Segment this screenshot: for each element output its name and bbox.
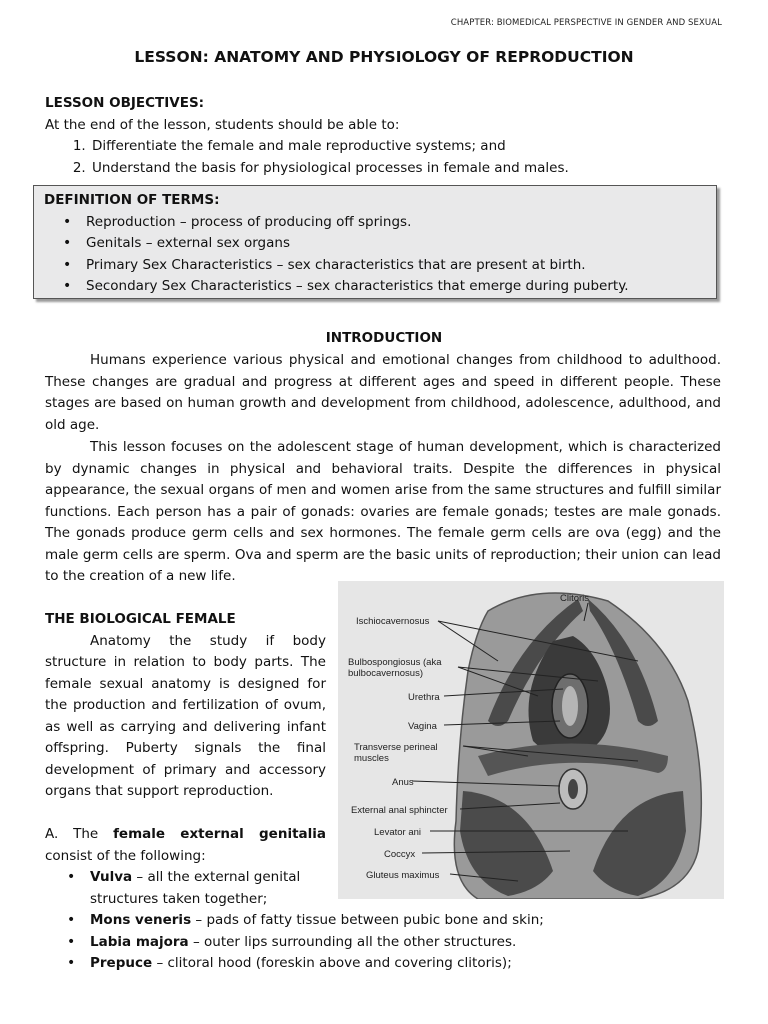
definition-item: • Reproduction – process of producing off springs.: [86, 212, 706, 234]
definitions-heading: DEFINITION OF TERMS:: [44, 192, 220, 208]
label-urethra: Urethra: [408, 692, 440, 703]
external-bold-term: female external genitalia: [113, 826, 326, 842]
definition-item: • Secondary Sex Characteristics – sex characteristics that emerge during puberty.: [86, 276, 706, 298]
definitions-box: [33, 185, 717, 299]
definitions-list: [44, 212, 706, 298]
external-list-bottom: [45, 910, 721, 975]
objective-item: 2. Understand the basis for physiological processes in female and males.: [90, 158, 721, 180]
female-section: [45, 609, 326, 910]
external-genitalia-intro: [45, 824, 326, 867]
objectives-heading: LESSON OBJECTIVES:: [45, 95, 205, 111]
external-list-top: [45, 867, 326, 910]
label-ischiocavernosus: Ischiocavernosus: [356, 616, 430, 627]
label-vagina: Vagina: [408, 721, 437, 732]
label-transverse-2: muscles: [354, 753, 389, 764]
external-item-desc: – outer lips surrounding all the other structures.: [188, 933, 517, 950]
external-list: [45, 910, 721, 975]
perineum-muscle-diagram: [338, 581, 724, 899]
definition-item: • Genitals – external sex organs: [86, 233, 706, 255]
objectives-section: [45, 93, 721, 179]
label-anus: Anus: [392, 777, 414, 788]
external-item-desc: – pads of fatty tissue between pubic bone and skin;: [191, 912, 544, 928]
introduction-paragraph-1: Humans experience various physical and emotional changes from childhood to adulthood. These changes are gradual and progress at different ages and speed in different people. These stages are based on human growth and development from childhood, adolescence, adulthood, and old age.: [45, 352, 721, 433]
female-paragraph: Anatomy the study if body structure in relation to body parts. The female sexual anatomy is designed for the production and fertilization of ovum, as well as carrying and delivering infant offspring. Puberty signals the final development of primary and accessory organs that support reproduction.: [45, 632, 326, 799]
external-item: [90, 867, 326, 910]
female-heading: THE BIOLOGICAL FEMALE: [45, 611, 236, 627]
label-bulbospongiosus-1: Bulbospongiosus (aka: [348, 657, 442, 668]
objectives-list: [45, 136, 721, 179]
external-item: [90, 910, 721, 932]
external-item: [90, 953, 721, 975]
label-coccyx: Coccyx: [384, 849, 416, 860]
label-levator: Levator ani: [374, 827, 422, 838]
objective-item: 1. Differentiate the female and male reproductive systems; and: [90, 136, 721, 158]
external-item-desc: – clitoral hood (foreskin above and covering clitoris);: [152, 955, 512, 971]
label-gluteus: Gluteus maximus: [366, 870, 440, 881]
external-suffix: consist of the following:: [45, 847, 206, 864]
external-prefix: A. The: [45, 826, 114, 842]
external-item-term: Labia majora: [90, 933, 189, 950]
external-item-term: Mons veneris: [90, 912, 192, 928]
label-transverse-1: Transverse perineal: [354, 742, 438, 753]
objectives-intro: At the end of the lesson, students should be able to:: [45, 116, 400, 133]
external-item: [90, 932, 721, 954]
label-sphincter: External anal sphincter: [351, 805, 448, 816]
external-item-desc: – all the external genital structures taken together;: [90, 869, 301, 907]
label-clitoris: Clitoris: [560, 593, 590, 604]
perineum-muscle-figure: [338, 581, 724, 899]
definition-item: • Primary Sex Characteristics – sex characteristics that are present at birth.: [86, 255, 706, 277]
introduction-paragraph-2: This lesson focuses on the adolescent stage of human development, which is characterized by dynamic changes in physical and behavioral traits. Despite the differences in physical appearance, the sexual organs of men and women arise from the same structures and fulfill similar functions. Each person has a pair of gonads: ovaries are female gonads; testes are male gonads. The gonads produce germ cells and sex hormones. The female germ cells are ova (egg) and the male germ cells are sperm. Ova and sperm are the basic units of reproduction; their union can lead to the creation of a new life.: [45, 439, 721, 584]
lesson-title: LESSON: ANATOMY AND PHYSIOLOGY OF REPRODUCTION: [134, 48, 634, 66]
external-item-term: Prepuce: [90, 955, 153, 971]
introduction-heading: INTRODUCTION: [325, 330, 443, 346]
label-bulbospongiosus-2: bulbocavernosus): [348, 668, 423, 679]
chapter-header: CHAPTER: BIOMEDICAL PERSPECTIVE IN GENDER AND SEXUAL: [450, 18, 722, 28]
external-item-term: Vulva: [90, 869, 133, 885]
